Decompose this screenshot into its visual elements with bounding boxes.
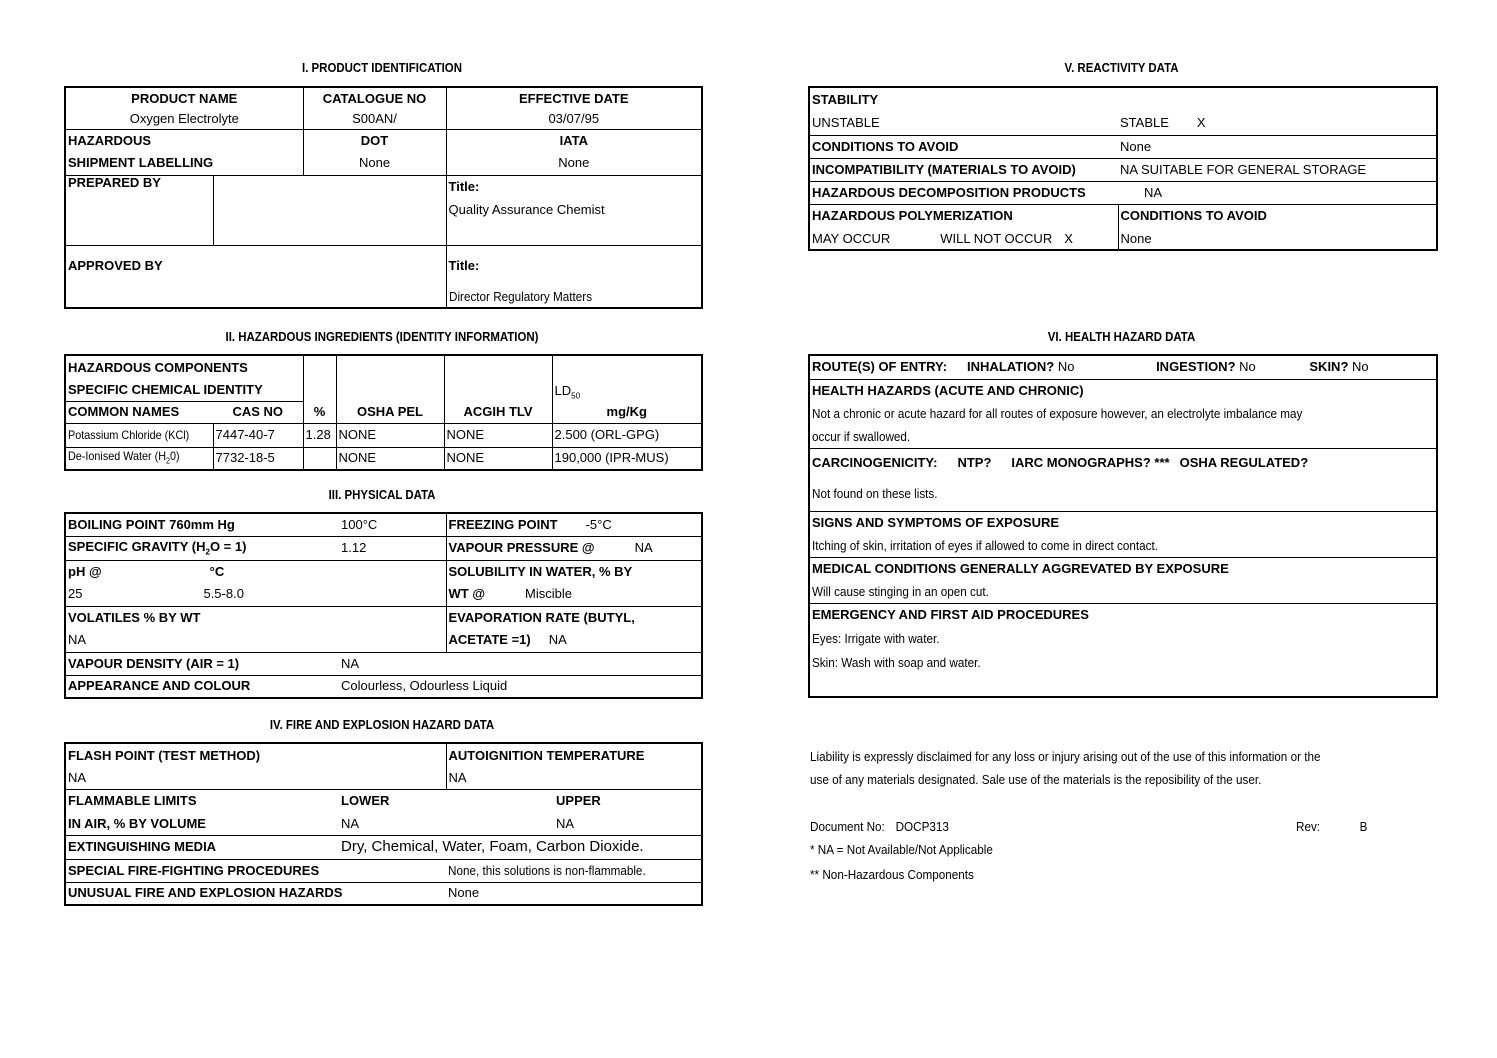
iata-label: IATA — [446, 129, 702, 152]
unusual-hazards-value: None — [448, 885, 480, 901]
ingredient-name: Potassium Chloride (KCl) — [68, 427, 190, 442]
col-percent: % — [303, 401, 336, 423]
ingredient-percent — [303, 447, 336, 470]
table-row — [65, 447, 702, 470]
first-aid-label: EMERGENCY AND FIRST AID PROCEDURES — [812, 607, 1089, 623]
effective-date-value: 03/07/95 — [446, 110, 702, 129]
section-6-heading: VI. HEALTH HAZARD DATA — [1047, 329, 1196, 344]
ld50-label: $LD_{50}$ — [552, 355, 702, 401]
col-mg-kg: mg/Kg — [552, 401, 702, 423]
upper-label: UPPER — [556, 793, 601, 809]
signs-symptoms-value: Itching of skin, irritation of eyes if allowed to come in direct contact. — [812, 537, 1158, 553]
ph-label: pH @ °C — [68, 563, 225, 579]
note-non-hazardous: ** Non-Hazardous Components — [810, 867, 974, 882]
iata-value: None — [446, 152, 702, 175]
poly-conditions-value: None — [1118, 228, 1437, 250]
incompatibility-label: INCOMPATIBILITY (MATERIALS TO AVOID) — [812, 161, 1076, 177]
ingredient-osha: NONE — [336, 447, 444, 470]
upper-value: NA — [556, 815, 575, 831]
col-cas-no: CAS NO — [213, 401, 303, 423]
solubility-value: WT @ Miscible — [446, 583, 702, 606]
prepared-by-value — [213, 175, 446, 245]
approved-title-label: Title: — [446, 245, 702, 287]
ingredient-cas: 7732-18-5 — [213, 447, 303, 470]
approved-title-value: Director Regulatory Matters — [446, 287, 702, 308]
solubility-label: SOLUBILITY IN WATER, % BY — [446, 560, 702, 583]
fire-explosion-table — [64, 742, 703, 906]
ingredient-ld50: 2.500 (ORL-GPG) — [552, 423, 702, 447]
section-4-heading: IV. FIRE AND EXPLOSION HAZARD DATA — [269, 717, 495, 732]
unstable-label: UNSTABLE — [812, 114, 880, 130]
shipment-labelling-label: SHIPMENT LABELLING — [68, 155, 214, 171]
ph-value: 25 5.5-8.0 — [68, 586, 244, 602]
liability-line-2: use of any materials designated. Sale use of the materials is the reposibility of the user. — [810, 772, 1262, 787]
signs-symptoms-label: SIGNS AND SYMPTOMS OF EXPOSURE — [812, 515, 1060, 531]
product-name-value: Oxygen Electrolyte — [129, 111, 239, 127]
unusual-hazards-label: UNUSUAL FIRE AND EXPLOSION HAZARDS — [68, 885, 343, 901]
physical-data-table — [64, 512, 703, 699]
section-2-heading: II. HAZARDOUS INGREDIENTS (IDENTITY INFORMATION) — [225, 329, 539, 344]
vapour-density-value: NA — [341, 655, 360, 671]
stability-label: STABILITY — [812, 91, 879, 107]
autoignition-label: AUTOIGNITION TEMPERATURE — [446, 743, 702, 767]
evaporation-value: ACETATE =1) NA — [446, 629, 702, 652]
hazardous-components-label: HAZARDOUS COMPONENTS — [68, 359, 248, 375]
col-acgih-tlv: ACGIH TLV — [444, 401, 552, 423]
stable-value: STABLE X — [1120, 114, 1206, 130]
flammable-limits-label: FLAMMABLE LIMITS — [68, 793, 197, 809]
ingredient-name: De-Ionised Water $(H_20)$ — [68, 449, 180, 466]
health-hazard-table — [808, 354, 1438, 698]
prepared-title-label: Title: — [446, 175, 702, 198]
volatiles-label: VOLATILES % BY WT — [68, 609, 201, 625]
flash-point-label: FLASH POINT (TEST METHOD) — [68, 747, 261, 763]
prepared-title-value: Quality Assurance Chemist — [446, 198, 702, 221]
approved-by-label: APPROVED BY — [68, 258, 163, 274]
catalogue-label: CATALOGUE NO — [303, 87, 446, 110]
hazardous-label: HAZARDOUS — [68, 132, 152, 148]
dot-label: DOT — [303, 129, 446, 152]
flash-point-value: NA — [68, 769, 87, 785]
polymerization-value: MAY OCCUR WILL NOT OCCUR X — [812, 230, 1073, 246]
vapour-density-label: VAPOUR DENSITY (AIR = 1) — [68, 655, 240, 671]
health-hazards-line-1: Not a chronic or acute hazard for all routes of exposure however, an electrolyte imbalance may — [812, 406, 1303, 422]
liability-line-1: Liability is expressly disclaimed for any loss or injury arising out of the use of this information or the — [810, 749, 1321, 764]
ingredient-cas: 7447-40-7 — [213, 423, 303, 447]
product-identification-table — [64, 86, 703, 309]
lower-value: NA — [341, 815, 360, 831]
extinguishing-media-value: Dry, Chemical, Water, Foam, Carbon Dioxide. — [341, 838, 644, 856]
carcinogenicity-value: Not found on these lists. — [812, 486, 938, 502]
table-row — [65, 423, 702, 447]
col-common-names: COMMON NAMES — [65, 401, 213, 423]
polymerization-label: HAZARDOUS POLYMERIZATION — [812, 208, 1013, 224]
ingredient-ld50: 190,000 (IPR-MUS) — [552, 447, 702, 470]
special-fire-fighting-label: SPECIAL FIRE-FIGHTING PROCEDURES — [68, 862, 320, 878]
conditions-to-avoid-label: CONDITIONS TO AVOID — [812, 138, 959, 154]
specific-chemical-identity-label: SPECIFIC CHEMICAL IDENTITY — [68, 381, 263, 397]
appearance-value: Colourless, Odourless Liquid — [341, 678, 508, 694]
carcinogenicity-label: CARCINOGENICITY: NTP? IARC MONOGRAPHS? *** OSHA REGULATED? — [812, 455, 1309, 471]
vapour-pressure: VAPOUR PRESSURE @ NA — [446, 536, 702, 560]
special-fire-fighting-value: None, this solutions is non-flammable. — [448, 862, 646, 878]
document-number: Document No: DOCP313 — [810, 819, 949, 834]
first-aid-eyes: Eyes: Irrigate with water. — [812, 631, 940, 647]
boiling-point-value: 100°C — [341, 516, 378, 532]
extinguishing-media-label: EXTINGUISHING MEDIA — [68, 839, 217, 855]
first-aid-skin: Skin: Wash with soap and water. — [812, 655, 981, 671]
section-3-heading: III. PHYSICAL DATA — [328, 487, 436, 502]
boiling-point-label: BOILING POINT 760mm Hg — [68, 516, 235, 532]
medical-conditions-label: MEDICAL CONDITIONS GENERALLY AGGREVATED BY EXPOSURE — [812, 561, 1229, 577]
ingredient-percent: 1.28 — [303, 423, 336, 447]
specific-gravity-value: 1.12 — [341, 540, 367, 556]
evaporation-label: EVAPORATION RATE (BUTYL, — [446, 606, 702, 629]
note-na: * NA = Not Available/Not Applicable — [810, 842, 993, 857]
volatiles-value: NA — [68, 632, 87, 648]
flammable-limits-label-2: IN AIR, % BY VOLUME — [68, 815, 206, 831]
prepared-by-label: PREPARED BY — [65, 175, 213, 245]
ingredient-acgih: NONE — [444, 447, 552, 470]
decomposition-value: NA — [1144, 184, 1163, 200]
freezing-point: FREEZING POINT -5°C — [446, 513, 702, 536]
section-5-heading: V. REACTIVITY DATA — [1064, 60, 1179, 75]
incompatibility-value: NA SUITABLE FOR GENERAL STORAGE — [1120, 161, 1367, 177]
poly-conditions-label: CONDITIONS TO AVOID — [1118, 204, 1437, 228]
autoignition-value: NA — [446, 767, 702, 789]
catalogue-value: S00AN/ — [303, 110, 446, 129]
section-1-heading: I. PRODUCT IDENTIFICATION — [302, 60, 462, 75]
ingredient-osha: NONE — [336, 423, 444, 447]
health-hazards-label: HEALTH HAZARDS (ACUTE AND CHRONIC) — [812, 382, 1084, 398]
ingredient-acgih: NONE — [444, 423, 552, 447]
hazardous-ingredients-table — [64, 354, 703, 471]
dot-value: None — [303, 152, 446, 175]
product-name-label: PRODUCT NAME — [131, 91, 238, 107]
lower-label: LOWER — [341, 793, 390, 809]
col-osha-pel: OSHA PEL — [336, 401, 444, 423]
health-hazards-line-2: occur if swallowed. — [812, 428, 911, 444]
medical-conditions-value: Will cause stinging in an open cut. — [812, 583, 989, 599]
decomposition-label: HAZARDOUS DECOMPOSITION PRODUCTS — [812, 184, 1086, 200]
revision: Rev: B — [1296, 819, 1368, 834]
reactivity-table — [808, 86, 1438, 251]
conditions-to-avoid-value: None — [1120, 138, 1152, 154]
routes-of-entry: ROUTE(S) OF ENTRY: INHALATION? No INGESTION? No SKIN? No — [812, 359, 1369, 375]
appearance-label: APPEARANCE AND COLOUR — [68, 678, 251, 694]
specific-gravity-label: SPECIFIC GRAVITY $(H_2O = 1)$ — [68, 538, 247, 557]
effective-date-label: EFFECTIVE DATE — [446, 87, 702, 110]
